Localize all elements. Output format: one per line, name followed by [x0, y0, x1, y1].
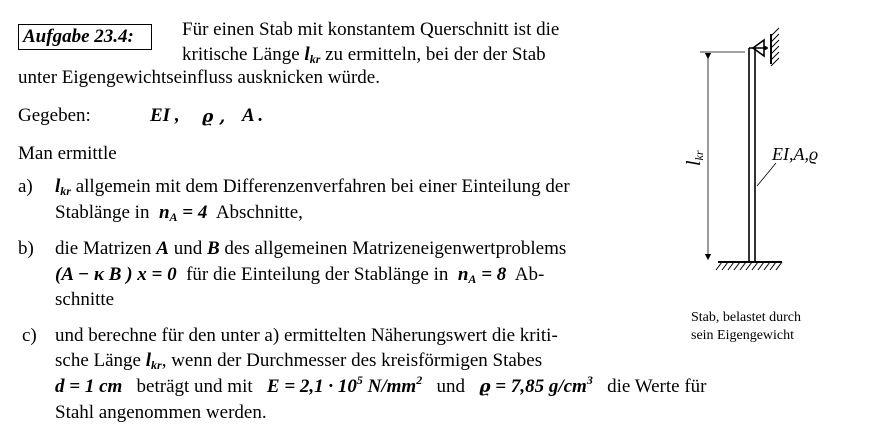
given-label: Gegeben: — [18, 105, 91, 126]
column-bar — [749, 48, 755, 262]
item-b-line-3: schnitte — [55, 289, 115, 310]
property-label: EI,A,ϱ — [772, 144, 819, 164]
property-leader — [757, 163, 776, 186]
item-a-marker: a) — [18, 176, 33, 197]
modulus-value: $E = 2,1 \cdot 10^5$ $N/mm^2$ — [266, 373, 423, 397]
n-A-value: = 8 — [481, 264, 507, 285]
intro-text: kritische Länge — [182, 44, 300, 65]
given-EI: EI , — [150, 105, 180, 126]
item-b-text: für die Einteilung der Stablänge in — [186, 264, 449, 285]
intro-line-1: Für einen Stab mit konstantem Querschnitt ist die — [182, 19, 560, 40]
item-c-text: sche Länge — [55, 350, 141, 371]
n-A-value: = 4 — [182, 202, 208, 223]
ground-support — [716, 262, 782, 270]
item-a-text: allgemein mit dem Differenzenverfahren bei einer Einteilung der — [75, 176, 570, 197]
item-c-marker: c) — [22, 325, 37, 346]
matrix-A-symbol: A — [156, 238, 169, 259]
top-support — [749, 28, 779, 66]
item-c-text: , wenn der Durchmesser des kreisförmigen Stabes — [161, 350, 543, 371]
item-a-text: Stablänge in — [55, 202, 150, 223]
item-b-marker: b) — [18, 238, 34, 259]
n-A-symbol: $n_A$ — [457, 264, 477, 286]
intro-text: zu ermitteln, bei der der Stab — [325, 44, 546, 65]
eigenvalue-equation: (A − κ B ) x = 0 — [55, 264, 177, 285]
item-c-line-1: und berechne für den unter a) ermittelten Näherungswert die kriti- — [55, 325, 558, 346]
item-c-text: die Werte für — [607, 376, 707, 397]
item-b-text: die Matrizen — [55, 238, 152, 259]
diameter-value: d = 1 cm — [55, 376, 123, 397]
l-kr-symbol: $l_{kr}$ — [145, 350, 162, 372]
figure-caption-1: Stab, belastet durch — [691, 310, 802, 325]
n-A-symbol: $n_A$ — [158, 202, 178, 224]
item-b-text: des allgemeinen Matrizeneigenwertproblems — [224, 238, 567, 259]
intro-line-3: unter Eigengewichtseinfluss ausknicken würde. — [18, 67, 380, 88]
matrix-B-symbol: B — [206, 238, 220, 259]
item-c-text: beträgt und mit — [136, 376, 253, 397]
task-label: Aufgabe 23.4: — [23, 26, 134, 47]
density-value: ϱ = 7,85 $g/cm^3$ — [479, 373, 593, 397]
l-kr-symbol: $l_{kr}$ — [55, 176, 71, 198]
item-b-text: Ab- — [514, 264, 545, 285]
given-rho: ϱ , — [202, 107, 226, 127]
item-b-text: und — [173, 238, 203, 259]
item-c-text: und — [436, 376, 465, 397]
l-kr-symbol: $l_{kr}$ — [304, 44, 321, 66]
figure-caption-2: sein Eigengewicht — [691, 328, 795, 343]
item-c-line-4: Stahl angenommen werden. — [55, 402, 267, 423]
given-A: A . — [242, 105, 264, 126]
length-dimension — [700, 52, 745, 257]
item-a-text: Abschnitte, — [215, 202, 303, 223]
determine-label: Man ermittle — [18, 143, 117, 164]
